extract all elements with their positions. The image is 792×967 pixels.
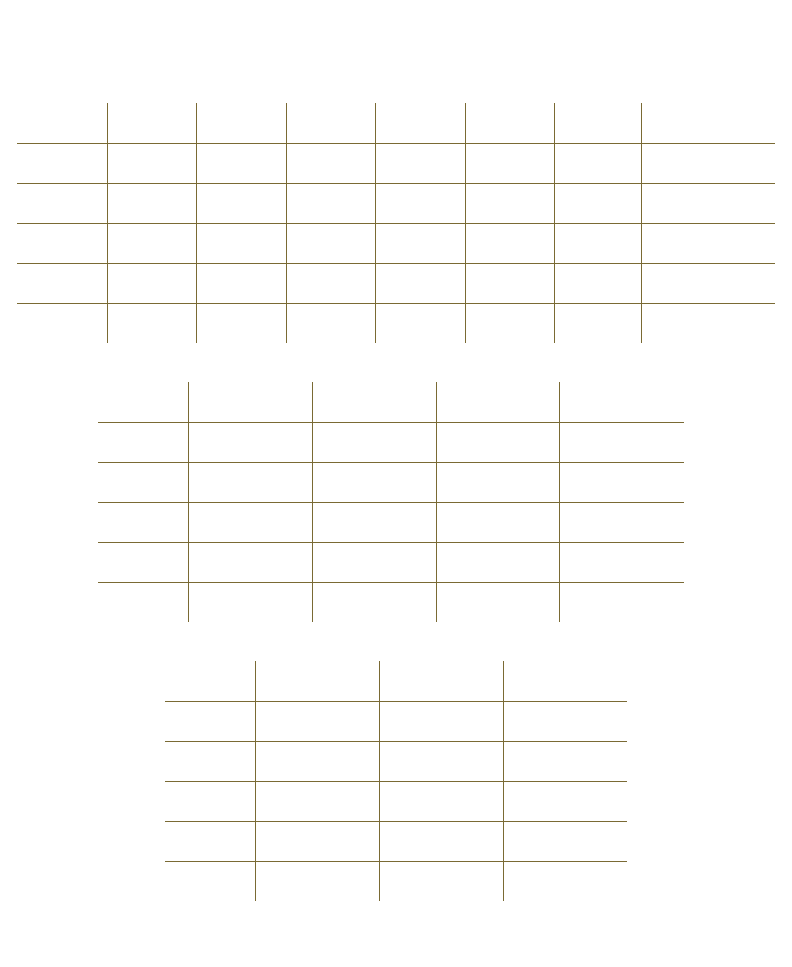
- table-cell: [188, 382, 312, 422]
- table-cell: [286, 143, 375, 183]
- table-cell: [641, 223, 775, 263]
- table-row: [98, 542, 684, 582]
- table-cell: [465, 263, 554, 303]
- table-row: [17, 183, 775, 223]
- table-cell: [312, 422, 436, 462]
- table-cell: [188, 542, 312, 582]
- table-row: [165, 741, 627, 781]
- table-cell: [503, 821, 627, 861]
- table-cell: [196, 183, 286, 223]
- table-row: [165, 781, 627, 821]
- table-cell: [98, 582, 188, 622]
- table-cell: [98, 542, 188, 582]
- table-cell: [436, 582, 559, 622]
- table-row: [165, 821, 627, 861]
- table-cell: [559, 582, 684, 622]
- table-row: [165, 661, 627, 701]
- table-cell: [17, 223, 107, 263]
- table-cell: [98, 502, 188, 542]
- table-cell: [379, 821, 503, 861]
- table-cell: [188, 502, 312, 542]
- table-cell: [375, 263, 465, 303]
- table-cell: [465, 223, 554, 263]
- table-row: [98, 502, 684, 542]
- table-cell: [286, 263, 375, 303]
- table-cell: [379, 661, 503, 701]
- table-cell: [196, 263, 286, 303]
- table-cell: [379, 701, 503, 741]
- table-cell: [641, 183, 775, 223]
- table-cell: [165, 701, 255, 741]
- table-cell: [503, 741, 627, 781]
- table-cell: [312, 462, 436, 502]
- table-cell: [196, 103, 286, 143]
- table-cell: [286, 103, 375, 143]
- table-cell: [17, 143, 107, 183]
- table-cell: [286, 223, 375, 263]
- table-cell: [379, 861, 503, 901]
- table-cell: [436, 382, 559, 422]
- table-cell: [17, 103, 107, 143]
- table-cell: [503, 661, 627, 701]
- table-cell: [255, 781, 379, 821]
- table-cell: [196, 143, 286, 183]
- table-row: [98, 382, 684, 422]
- table-cell: [436, 542, 559, 582]
- table-cell: [107, 183, 196, 223]
- table-2: [98, 382, 684, 622]
- table-cell: [165, 861, 255, 901]
- table-cell: [559, 542, 684, 582]
- table-cell: [312, 382, 436, 422]
- table-cell: [98, 382, 188, 422]
- table-1: [17, 103, 775, 343]
- table-2-body: [98, 382, 684, 622]
- table-cell: [375, 103, 465, 143]
- table-cell: [188, 582, 312, 622]
- table-cell: [465, 143, 554, 183]
- table-cell: [255, 701, 379, 741]
- table-cell: [559, 502, 684, 542]
- table-cell: [375, 143, 465, 183]
- table-row: [98, 422, 684, 462]
- table-cell: [559, 382, 684, 422]
- table-row: [165, 861, 627, 901]
- table-cell: [312, 542, 436, 582]
- table-cell: [107, 143, 196, 183]
- table-cell: [379, 741, 503, 781]
- table-row: [98, 582, 684, 622]
- table-cell: [465, 303, 554, 343]
- table-1-body: [17, 103, 775, 343]
- table-cell: [641, 263, 775, 303]
- table-cell: [436, 422, 559, 462]
- table-cell: [196, 223, 286, 263]
- table-cell: [196, 303, 286, 343]
- table-cell: [554, 143, 641, 183]
- table-3-body: [165, 661, 627, 901]
- table-cell: [17, 263, 107, 303]
- table-cell: [107, 303, 196, 343]
- table-cell: [286, 183, 375, 223]
- table-cell: [17, 303, 107, 343]
- table-cell: [641, 143, 775, 183]
- table-row: [17, 103, 775, 143]
- table-cell: [503, 701, 627, 741]
- table-row: [165, 701, 627, 741]
- table-cell: [107, 263, 196, 303]
- table-cell: [559, 422, 684, 462]
- table-cell: [465, 103, 554, 143]
- table-cell: [641, 303, 775, 343]
- table-cell: [165, 741, 255, 781]
- table-cell: [375, 183, 465, 223]
- table-cell: [465, 183, 554, 223]
- table-cell: [107, 223, 196, 263]
- table-cell: [554, 223, 641, 263]
- table-cell: [503, 781, 627, 821]
- table-cell: [375, 303, 465, 343]
- table-cell: [188, 462, 312, 502]
- table-cell: [98, 422, 188, 462]
- table-cell: [165, 821, 255, 861]
- table-cell: [312, 502, 436, 542]
- table-row: [17, 223, 775, 263]
- table-cell: [255, 741, 379, 781]
- table-cell: [559, 462, 684, 502]
- table-3: [165, 661, 627, 901]
- table-row: [17, 263, 775, 303]
- table-cell: [255, 821, 379, 861]
- table-cell: [554, 263, 641, 303]
- table-cell: [107, 103, 196, 143]
- table-row: [17, 303, 775, 343]
- table-cell: [165, 661, 255, 701]
- table-cell: [255, 861, 379, 901]
- table-cell: [375, 223, 465, 263]
- table-cell: [641, 103, 775, 143]
- table-cell: [188, 422, 312, 462]
- table-cell: [312, 582, 436, 622]
- table-cell: [255, 661, 379, 701]
- table-cell: [17, 183, 107, 223]
- table-cell: [165, 781, 255, 821]
- table-cell: [436, 502, 559, 542]
- table-cell: [503, 861, 627, 901]
- table-cell: [286, 303, 375, 343]
- table-cell: [98, 462, 188, 502]
- table-cell: [554, 103, 641, 143]
- table-row: [98, 462, 684, 502]
- table-cell: [436, 462, 559, 502]
- table-cell: [554, 183, 641, 223]
- table-row: [17, 143, 775, 183]
- table-cell: [554, 303, 641, 343]
- table-cell: [379, 781, 503, 821]
